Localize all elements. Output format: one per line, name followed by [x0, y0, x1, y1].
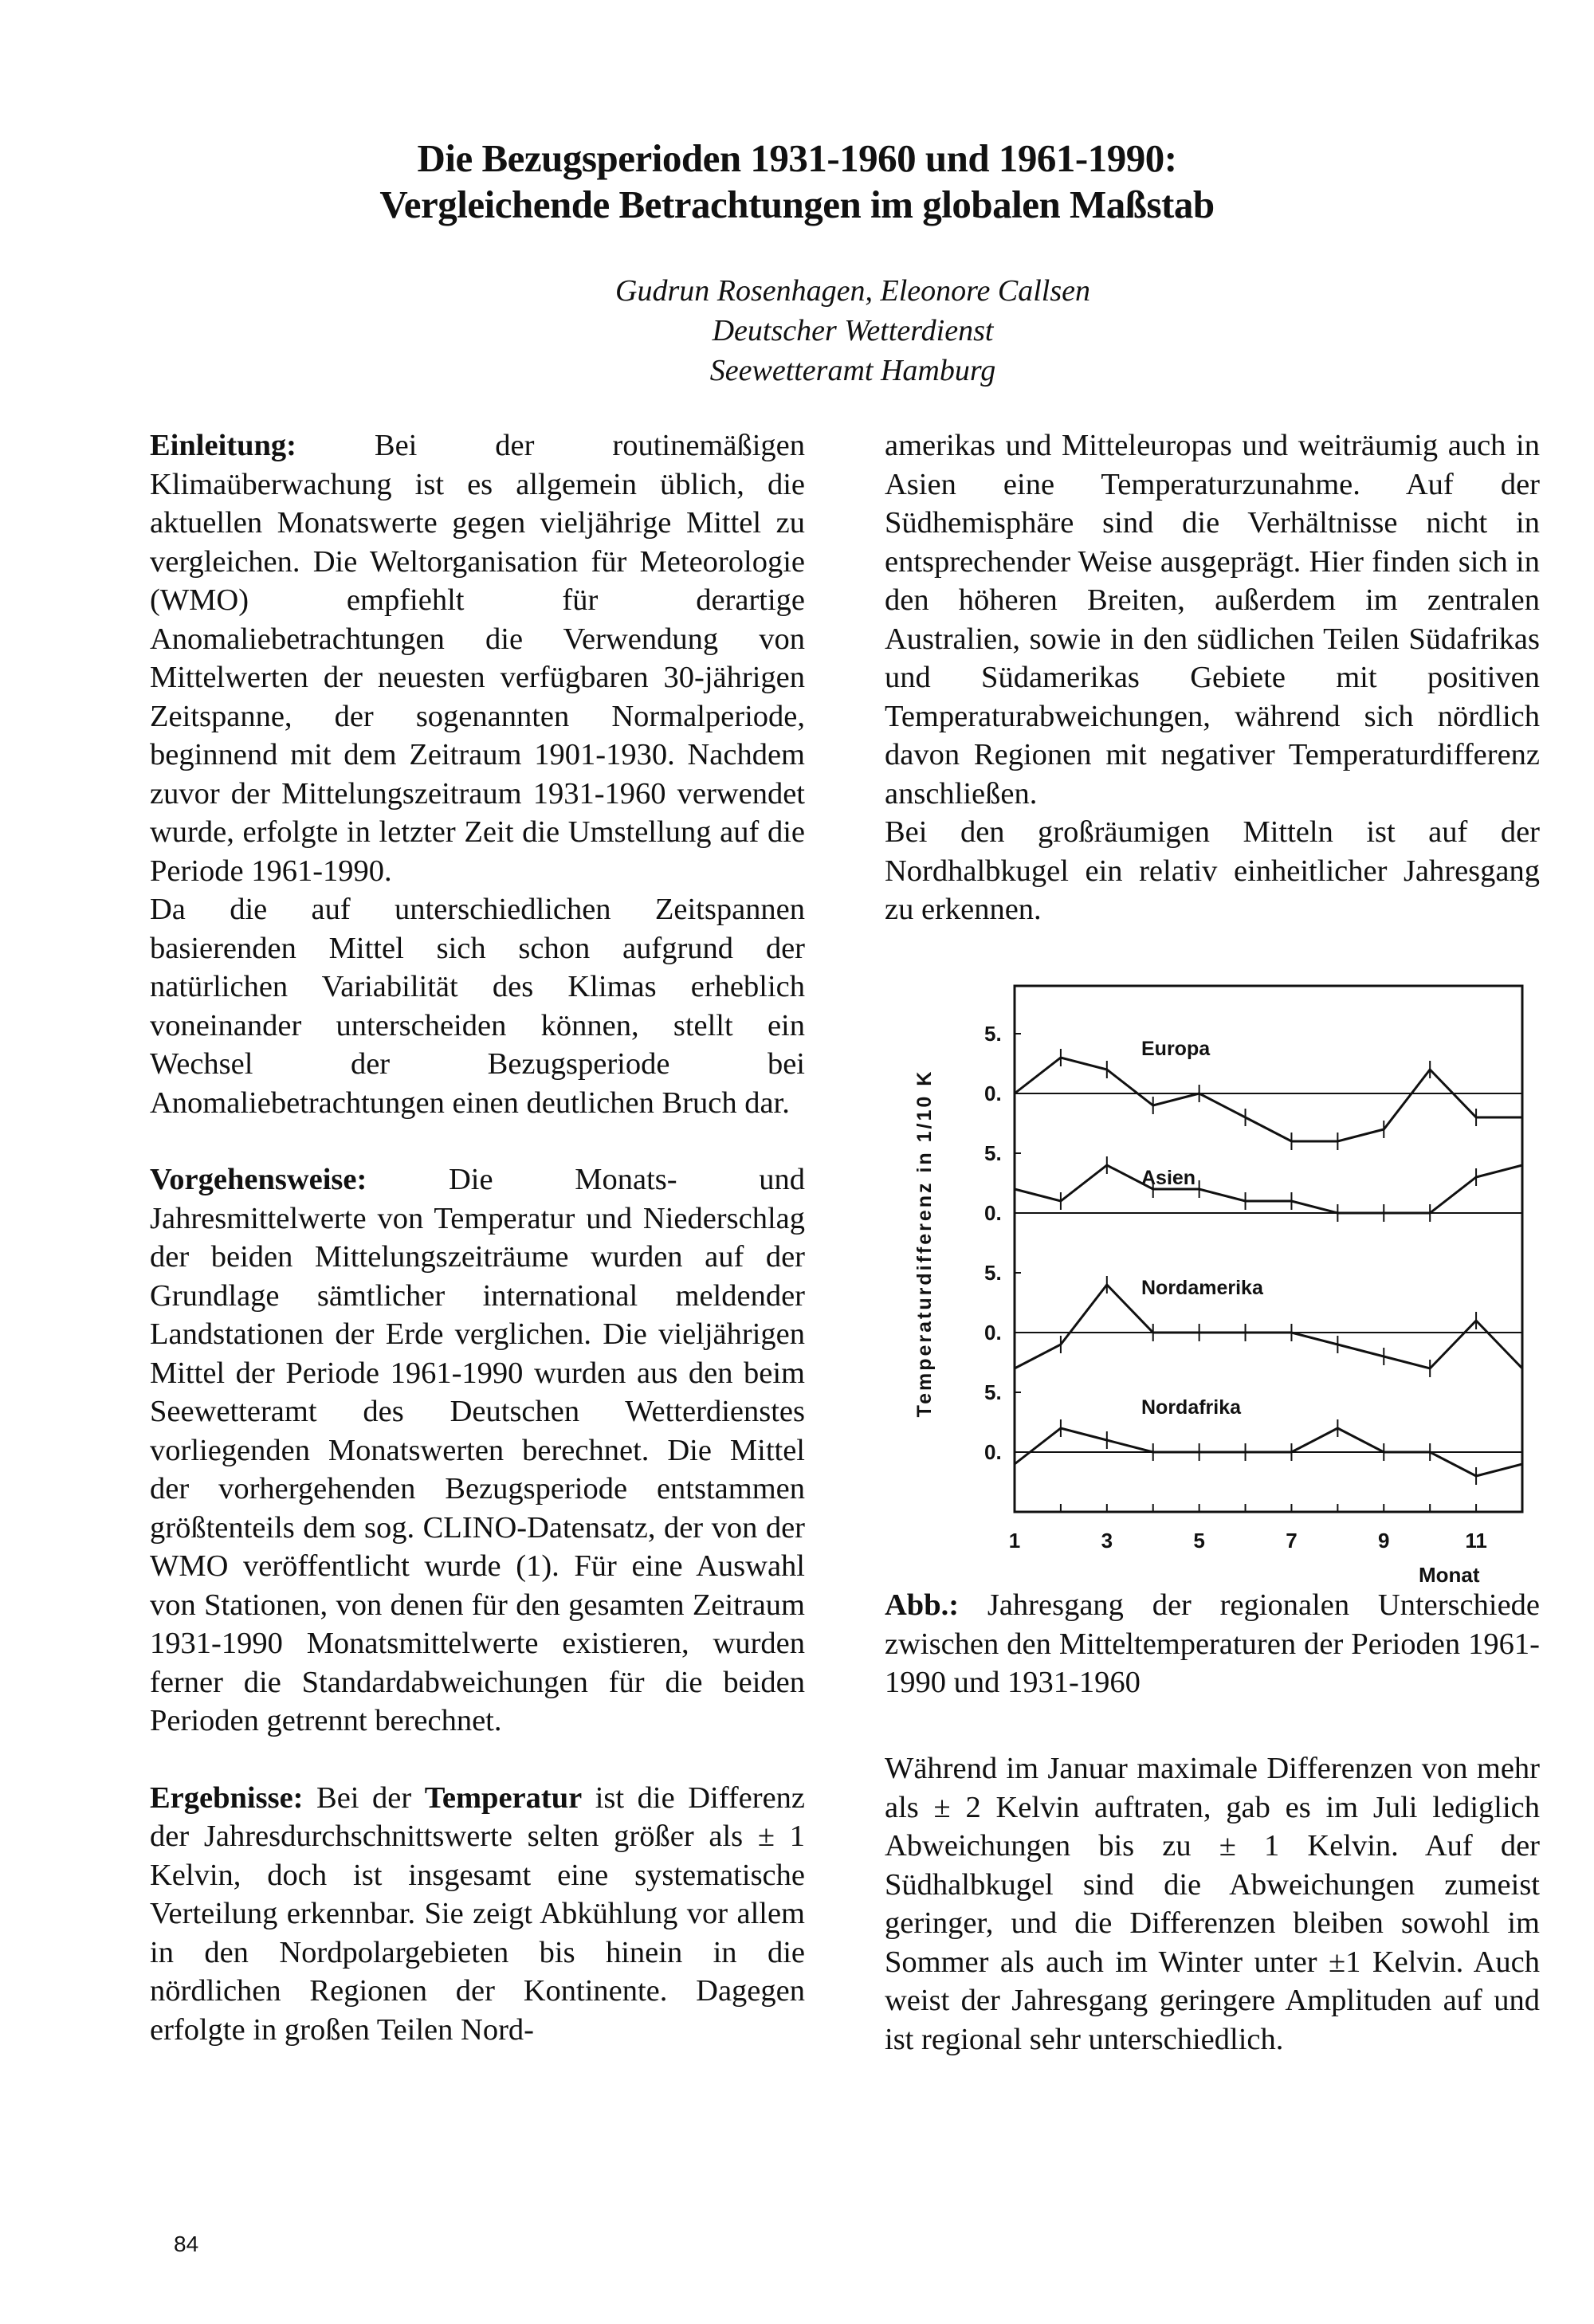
series-label: Europa	[1141, 1038, 1211, 1060]
y-tick-label: 5.	[984, 1022, 1002, 1046]
y-tick-label: 0.	[984, 1440, 1002, 1464]
author-block	[0, 271, 1594, 391]
y-tick-label: 5.	[984, 1141, 1002, 1165]
einleitung-paragraph: Einleitung: Bei der routinemäßigen Klimaüberwachung ist es allgemein üblich, die aktuellen Monatswerte gegen vieljährige Mittel zu vergleichen. Die Weltorganisation für Meteorologie (WMO) empfiehlt für derartige Anomaliebetrachtungen die Verwendung von Mittelwerten der neuesten verfügbaren 30-jährigen Zeitspanne, der sogenannten Normalperiode, beginnend mit dem Zeitraum 1901-1930. Nachdem zuvor der Mittelungszeitraum 1931-1960 verwendet wurde, erfolgte in letzter Zeit die Umstellung auf die Periode 1961-1990.	[150, 429, 805, 888]
series-asien	[1015, 1153, 1522, 1222]
y-tick-label: 0.	[984, 1201, 1002, 1225]
x-tick-label: 7	[1286, 1529, 1298, 1553]
paper-title	[0, 135, 1594, 228]
ergebnisse-paragraph: Ergebnisse: Bei der Temperatur ist die Differenz der Jahresdurchschnittswerte selten größer als ± 1 Kelvin, doch ist insgesamt eine systematische Verteilung erkennbar. Sie zeigt Abkühlung vor allem in den Nordpolargebieten bis hinein in die nördlichen Regionen der Kontinente. Dagegen erfolgte in großen Teilen Nord-	[150, 1780, 805, 2047]
y-axis-label: Temperaturdifferenz in 1/10 K	[913, 1069, 936, 1418]
series-label: Asien	[1141, 1167, 1196, 1189]
vorgehensweise-heading: Vorgehensweise:	[150, 1163, 367, 1196]
left-column	[150, 426, 805, 2049]
caption-label: Abb.:	[885, 1588, 960, 1622]
y-tick-label: 0.	[984, 1082, 1002, 1105]
plot-frame	[1015, 986, 1522, 1512]
right-column	[885, 426, 1540, 929]
affiliation-1: Deutscher Wetterdienst	[712, 314, 994, 347]
y-tick-label: 5.	[984, 1380, 1002, 1404]
authors: Gudrun Rosenhagen, Eleonore Callsen	[615, 274, 1090, 308]
x-tick-label: 11	[1465, 1529, 1487, 1553]
series-europa	[1015, 1034, 1522, 1150]
series-label: Nordafrika	[1141, 1396, 1242, 1419]
figure-caption: Abb.: Jahresgang der regionalen Unterschiede zwischen den Mitteltemperaturen der Perioden 1961-1990 und 1931-1960	[885, 1588, 1540, 1699]
y-tick-label: 5.	[984, 1261, 1002, 1285]
einleitung-heading: Einleitung:	[150, 429, 296, 462]
series-nordafrika	[1015, 1392, 1522, 1485]
x-tick-label: 5	[1193, 1529, 1205, 1553]
x-tick-label: 9	[1378, 1529, 1390, 1553]
series-label: Nordamerika	[1141, 1277, 1263, 1299]
series-nordamerika	[1015, 1273, 1522, 1377]
page-number: 84	[174, 2232, 199, 2256]
x-axis-label: Monat	[1419, 1563, 1480, 1587]
nordhalbkugel-paragraph: Bei den großräumigen Mitteln ist auf der Nordhalbkugel ein relativ einheitlicher Jahresgang zu erkennen.	[885, 815, 1540, 926]
affiliation-2: Seewetteramt Hamburg	[709, 354, 996, 387]
ergebnisse-heading: Ergebnisse:	[150, 1780, 304, 1815]
y-tick-label: 0.	[984, 1321, 1002, 1345]
temperatur-emphasis: Temperatur	[424, 1780, 583, 1815]
results-paragraph-right: Während im Januar maximale Differenzen von mehr als ± 2 Kelvin auftraten, gab es im Juli lediglich Abweichungen bis zu ± 1 Kelvin. Auf der Südhalbkugel sind die Abweichungen zumeist geringer, und die Differenzen bleiben sowohl im Sommer als auch im Winter unter ±1 Kelvin. Auch weist der Jahresgang geringere Amplituden auf und ist regional sehr unterschiedlich.	[885, 1752, 1540, 2056]
vorgehensweise-paragraph: Vorgehensweise: Die Monats- und Jahresmittelwerte von Temperatur und Niederschlag der beiden Mittelungszeiträume wurden auf der Grundlage sämtlicher international meldender Landstationen der Erde verglichen. Die vieljährigen Mittel der Periode 1961-1990 wurden aus den beim Seewetteramt des Deutschen Wetterdienstes vorliegenden Monatswerten berechnet. Die Mittel der vorhergehenden Bezugsperiode entstammen größtenteils dem sog. CLINO-Datensatz, der von der WMO veröffentlicht wurde (1). Für eine Auswahl von Stationen, von denen für den gesamten Zeitraum 1931-1990 Monatsmittelwerte existieren, wurden ferner die Standardabweichungen für die beiden Perioden getrennt berechnet.	[150, 1163, 805, 1737]
einleitung-paragraph-2: Da die auf unterschiedlichen Zeitspannen basierenden Mittel sich schon aufgrund der natürlichen Variabilität des Klimas erheblich voneinander unterscheiden können, stellt ein Wechsel der Bezugsperiode bei Anomaliebetrachtungen einen deutlichen Bruch dar.	[150, 893, 805, 1120]
title-line-2: Vergleichende Betrachtungen im globalen Maßstab	[379, 183, 1215, 226]
continuation-paragraph: amerikas und Mitteleuropas und weiträumig auch in Asien eine Temperaturzunahme. Auf der Südhemisphäre sind die Verhältnisse nicht in entsprechender Weise ausgeprägt. Hier finden sich in den höheren Breiten, außerdem im zentralen Australien, sowie in den südlichen Teilen Südafrikas und Südamerikas Gebiete mit positiven Temperaturabweichungen, während sich nördlich davon Regionen mit negativer Temperaturdifferenz anschließen.	[885, 429, 1540, 811]
x-tick-label: 3	[1101, 1529, 1113, 1553]
x-tick-label: 1	[1008, 1529, 1021, 1553]
title-line-1: Die Bezugsperioden 1931-1960 und 1961-1990:	[417, 136, 1177, 180]
